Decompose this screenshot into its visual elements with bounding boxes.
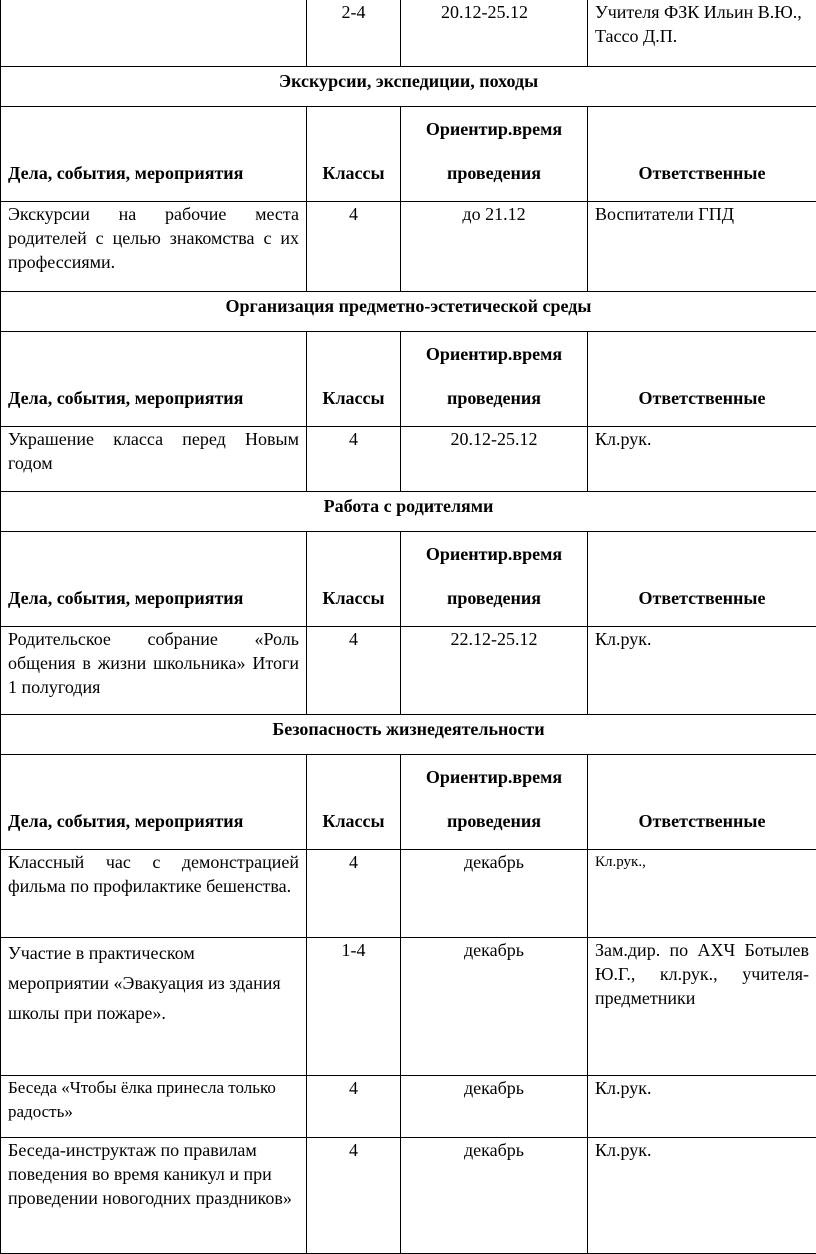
classes-cell: 4: [307, 1076, 401, 1138]
time-header-line2: проведения: [447, 163, 541, 183]
time-header-line2: проведения: [447, 811, 541, 831]
event-cell: Беседа-инструктаж по правилам поведения во время каникул и при проведении новогодних праздников»: [1, 1138, 307, 1254]
time-header: [401, 332, 588, 427]
classes-cell: 4: [307, 627, 401, 715]
section-row: [1, 715, 816, 755]
classes-cell: 4: [307, 202, 401, 292]
date-cell: декабрь: [401, 938, 588, 1076]
table-row: [1, 1076, 816, 1138]
date-cell: 20.12-25.12: [401, 427, 588, 492]
event-cell: Классный час с демонстрацией фильма по профилактике бешенства.: [1, 850, 307, 938]
responsible-cell: Кл.рук.: [588, 1076, 816, 1138]
event-cell: Родительское собрание «Роль общения в жизни школьника» Итоги 1 полугодия: [1, 627, 307, 715]
section-title: Работа с родителями: [1, 492, 816, 532]
time-header-line1: Ориентир.время: [426, 767, 562, 787]
time-header-line1: Ориентир.время: [426, 344, 562, 364]
responsible-cell: Кл.рук.: [588, 427, 816, 492]
date-cell: декабрь: [401, 1138, 588, 1254]
responsible-cell: Кл.рук.,: [588, 850, 816, 938]
responsible-header: Ответственные: [588, 107, 816, 202]
section-row: [1, 67, 816, 107]
header-row: [1, 332, 816, 427]
classes-cell: 4: [307, 1138, 401, 1254]
classes-header: Классы: [307, 332, 401, 427]
time-header-line1: Ориентир.время: [426, 544, 562, 564]
responsible-cell: Кл.рук.: [588, 1138, 816, 1254]
event-cell: Украшение класса перед Новым годом: [1, 427, 307, 492]
section-title: Организация предметно-эстетической среды: [1, 292, 816, 332]
section-row: [1, 492, 816, 532]
date-cell: декабрь: [401, 850, 588, 938]
time-header: [401, 532, 588, 627]
responsible-header: Ответственные: [588, 755, 816, 850]
event-header: Дела, события, мероприятия: [1, 332, 307, 427]
event-cell: [1, 0, 307, 67]
header-row: [1, 107, 816, 202]
section-title: Экскурсии, экспедиции, походы: [1, 67, 816, 107]
responsible-cell: Учителя ФЗК Ильин В.Ю., Тассо Д.П.: [588, 0, 816, 67]
time-header-line2: проведения: [447, 588, 541, 608]
header-row: [1, 532, 816, 627]
event-cell: Участие в практическом мероприятии «Эвакуация из здания школы при пожаре».: [1, 938, 307, 1076]
table-row: [1, 850, 816, 938]
responsible-cell: Зам.дир. по АХЧ Ботылев Ю.Г., кл.рук., учителя-предметники: [588, 938, 816, 1076]
table-row: [1, 938, 816, 1076]
time-header: [401, 755, 588, 850]
classes-header: Классы: [307, 532, 401, 627]
event-header: Дела, события, мероприятия: [1, 532, 307, 627]
table-row: [1, 0, 816, 67]
date-cell: до 21.12: [401, 202, 588, 292]
responsible-header: Ответственные: [588, 332, 816, 427]
classes-cell: 2-4: [307, 0, 401, 67]
event-header: Дела, события, мероприятия: [1, 755, 307, 850]
classes-cell: 4: [307, 427, 401, 492]
date-cell: декабрь: [401, 1076, 588, 1138]
classes-cell: 4: [307, 850, 401, 938]
classes-cell: 1-4: [307, 938, 401, 1076]
section-title: Безопасность жизнедеятельности: [1, 715, 816, 755]
time-header-line1: Ориентир.время: [426, 119, 562, 139]
event-cell: Экскурсии на рабочие места родителей с целью знакомства с их профессиями.: [1, 202, 307, 292]
classes-header: Классы: [307, 107, 401, 202]
event-cell: Беседа «Чтобы ёлка принесла только радость»: [1, 1076, 307, 1138]
table-row: [1, 627, 816, 715]
responsible-cell: Кл.рук.: [588, 627, 816, 715]
responsible-cell: Воспитатели ГПД: [588, 202, 816, 292]
date-cell: 22.12-25.12: [401, 627, 588, 715]
time-header-line2: проведения: [447, 388, 541, 408]
time-header: [401, 107, 588, 202]
table-row: [1, 427, 816, 492]
header-row: [1, 755, 816, 850]
table-row: [1, 202, 816, 292]
classes-header: Классы: [307, 755, 401, 850]
responsible-header: Ответственные: [588, 532, 816, 627]
table-row: [1, 1138, 816, 1254]
date-cell: 20.12-25.12: [401, 0, 588, 67]
event-header: Дела, события, мероприятия: [1, 107, 307, 202]
section-row: [1, 292, 816, 332]
